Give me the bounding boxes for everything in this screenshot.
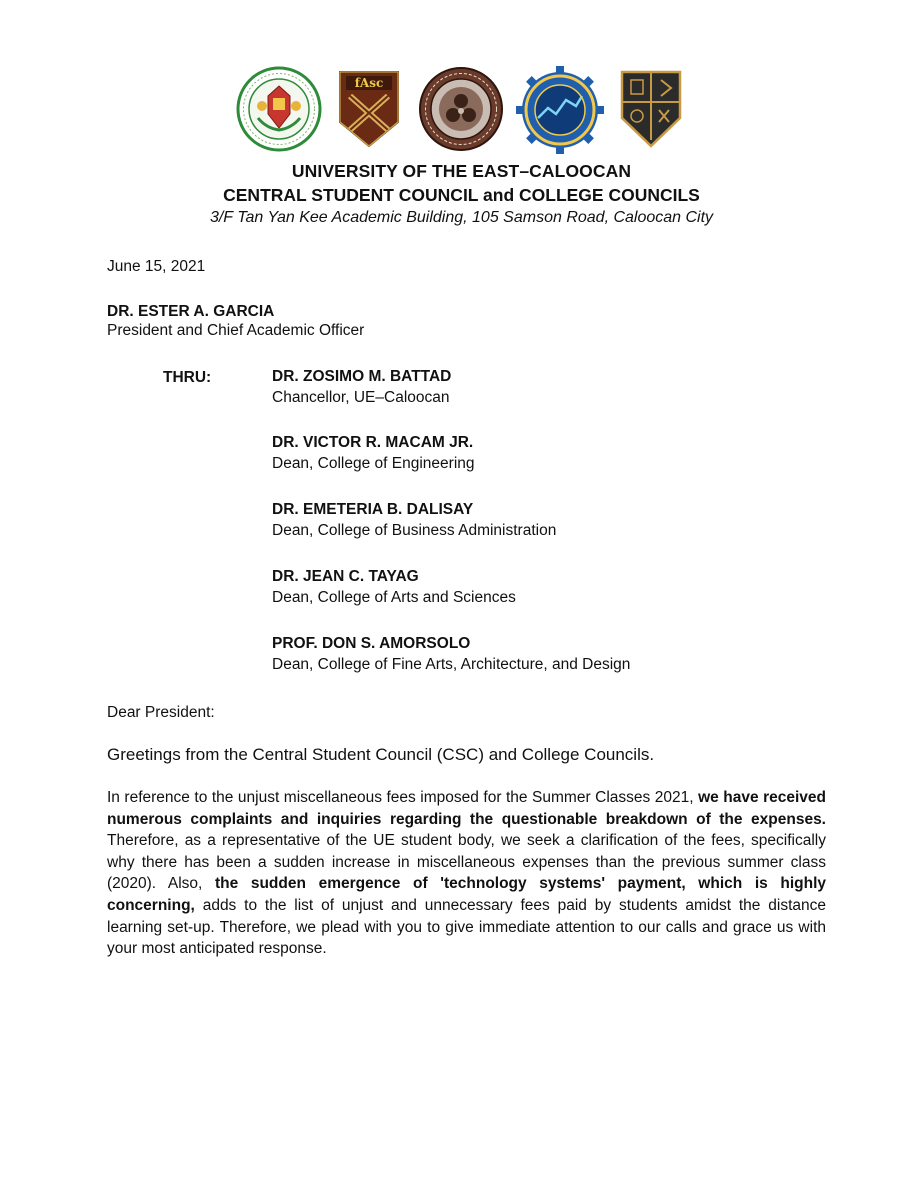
fine-arts-council-crest-icon <box>336 66 402 148</box>
thru-recipient-name: PROF. DON S. AMORSOLO <box>272 635 471 652</box>
thru-recipient-name: DR. JEAN C. TAYAG <box>272 568 419 585</box>
thru-recipient-position: Dean, College of Arts and Sciences <box>272 589 516 606</box>
university-name: UNIVERSITY OF THE EAST–CALOOCAN <box>291 161 632 181</box>
thru-recipient <box>272 432 475 474</box>
salutation: Dear President: <box>107 704 215 721</box>
thru-recipient <box>272 633 630 675</box>
body-text: adds to the list of unjust and unnecessary fees paid by students amidst the distance learning set-up. Therefore, we plead with you to give immediate attention to our calls and grace us with your most anticipated response. <box>107 896 826 958</box>
body-paragraph <box>107 787 826 960</box>
thru-recipient <box>272 366 451 408</box>
thru-recipient-name: DR. ZOSIMO M. BATTAD <box>272 368 452 385</box>
council-logos <box>0 66 923 156</box>
thru-recipient-name: DR. VICTOR R. MACAM JR. <box>272 434 474 451</box>
business-administration-council-crest-icon <box>619 66 683 148</box>
svg-text:fAsc: fAsc <box>354 76 384 90</box>
addressee-position: President and Chief Academic Officer <box>107 322 365 339</box>
thru-recipient <box>272 566 516 608</box>
addressee-name: DR. ESTER A. GARCIA <box>107 303 275 320</box>
letter-date: June 15, 2021 <box>107 258 206 275</box>
arts-sciences-student-council-seal-icon <box>236 66 322 152</box>
thru-recipient-position: Dean, College of Business Administration <box>272 522 557 539</box>
body-emphasis: we have received numerous complaints and inquiries regarding the questionable breakdown of the expenses. <box>107 789 826 828</box>
council-name: CENTRAL STUDENT COUNCIL and COLLEGE COUNCILS <box>223 185 700 205</box>
thru-recipient-position: Chancellor, UE–Caloocan <box>272 389 450 406</box>
council-address: 3/F Tan Yan Kee Academic Building, 105 Samson Road, Caloocan City <box>209 209 714 226</box>
greeting: Greetings from the Central Student Council (CSC) and College Councils. <box>107 745 655 764</box>
engineering-student-council-seal-icon <box>516 66 604 154</box>
body-emphasis: the sudden emergence of 'technology systems' payment, which is highly concerning, <box>107 875 827 914</box>
thru-label: THRU: <box>163 369 212 386</box>
thru-recipient-position: Dean, College of Engineering <box>272 455 475 472</box>
body-text: In reference to the unjust miscellaneous fees imposed for the Summer Classes 2021, <box>107 789 699 806</box>
body-text: Therefore, as a representative of the UE student body, we seek a clarification of the fees, specifically why there has been a sudden increase in miscellaneous expenses than the previous summer class (2020). Also, <box>107 832 826 893</box>
thru-recipient <box>272 499 556 541</box>
thru-recipient-position: Dean, College of Fine Arts, Architecture, and Design <box>272 656 631 673</box>
central-student-council-seal-icon <box>418 66 504 152</box>
thru-recipient-name: DR. EMETERIA B. DALISAY <box>272 501 474 518</box>
